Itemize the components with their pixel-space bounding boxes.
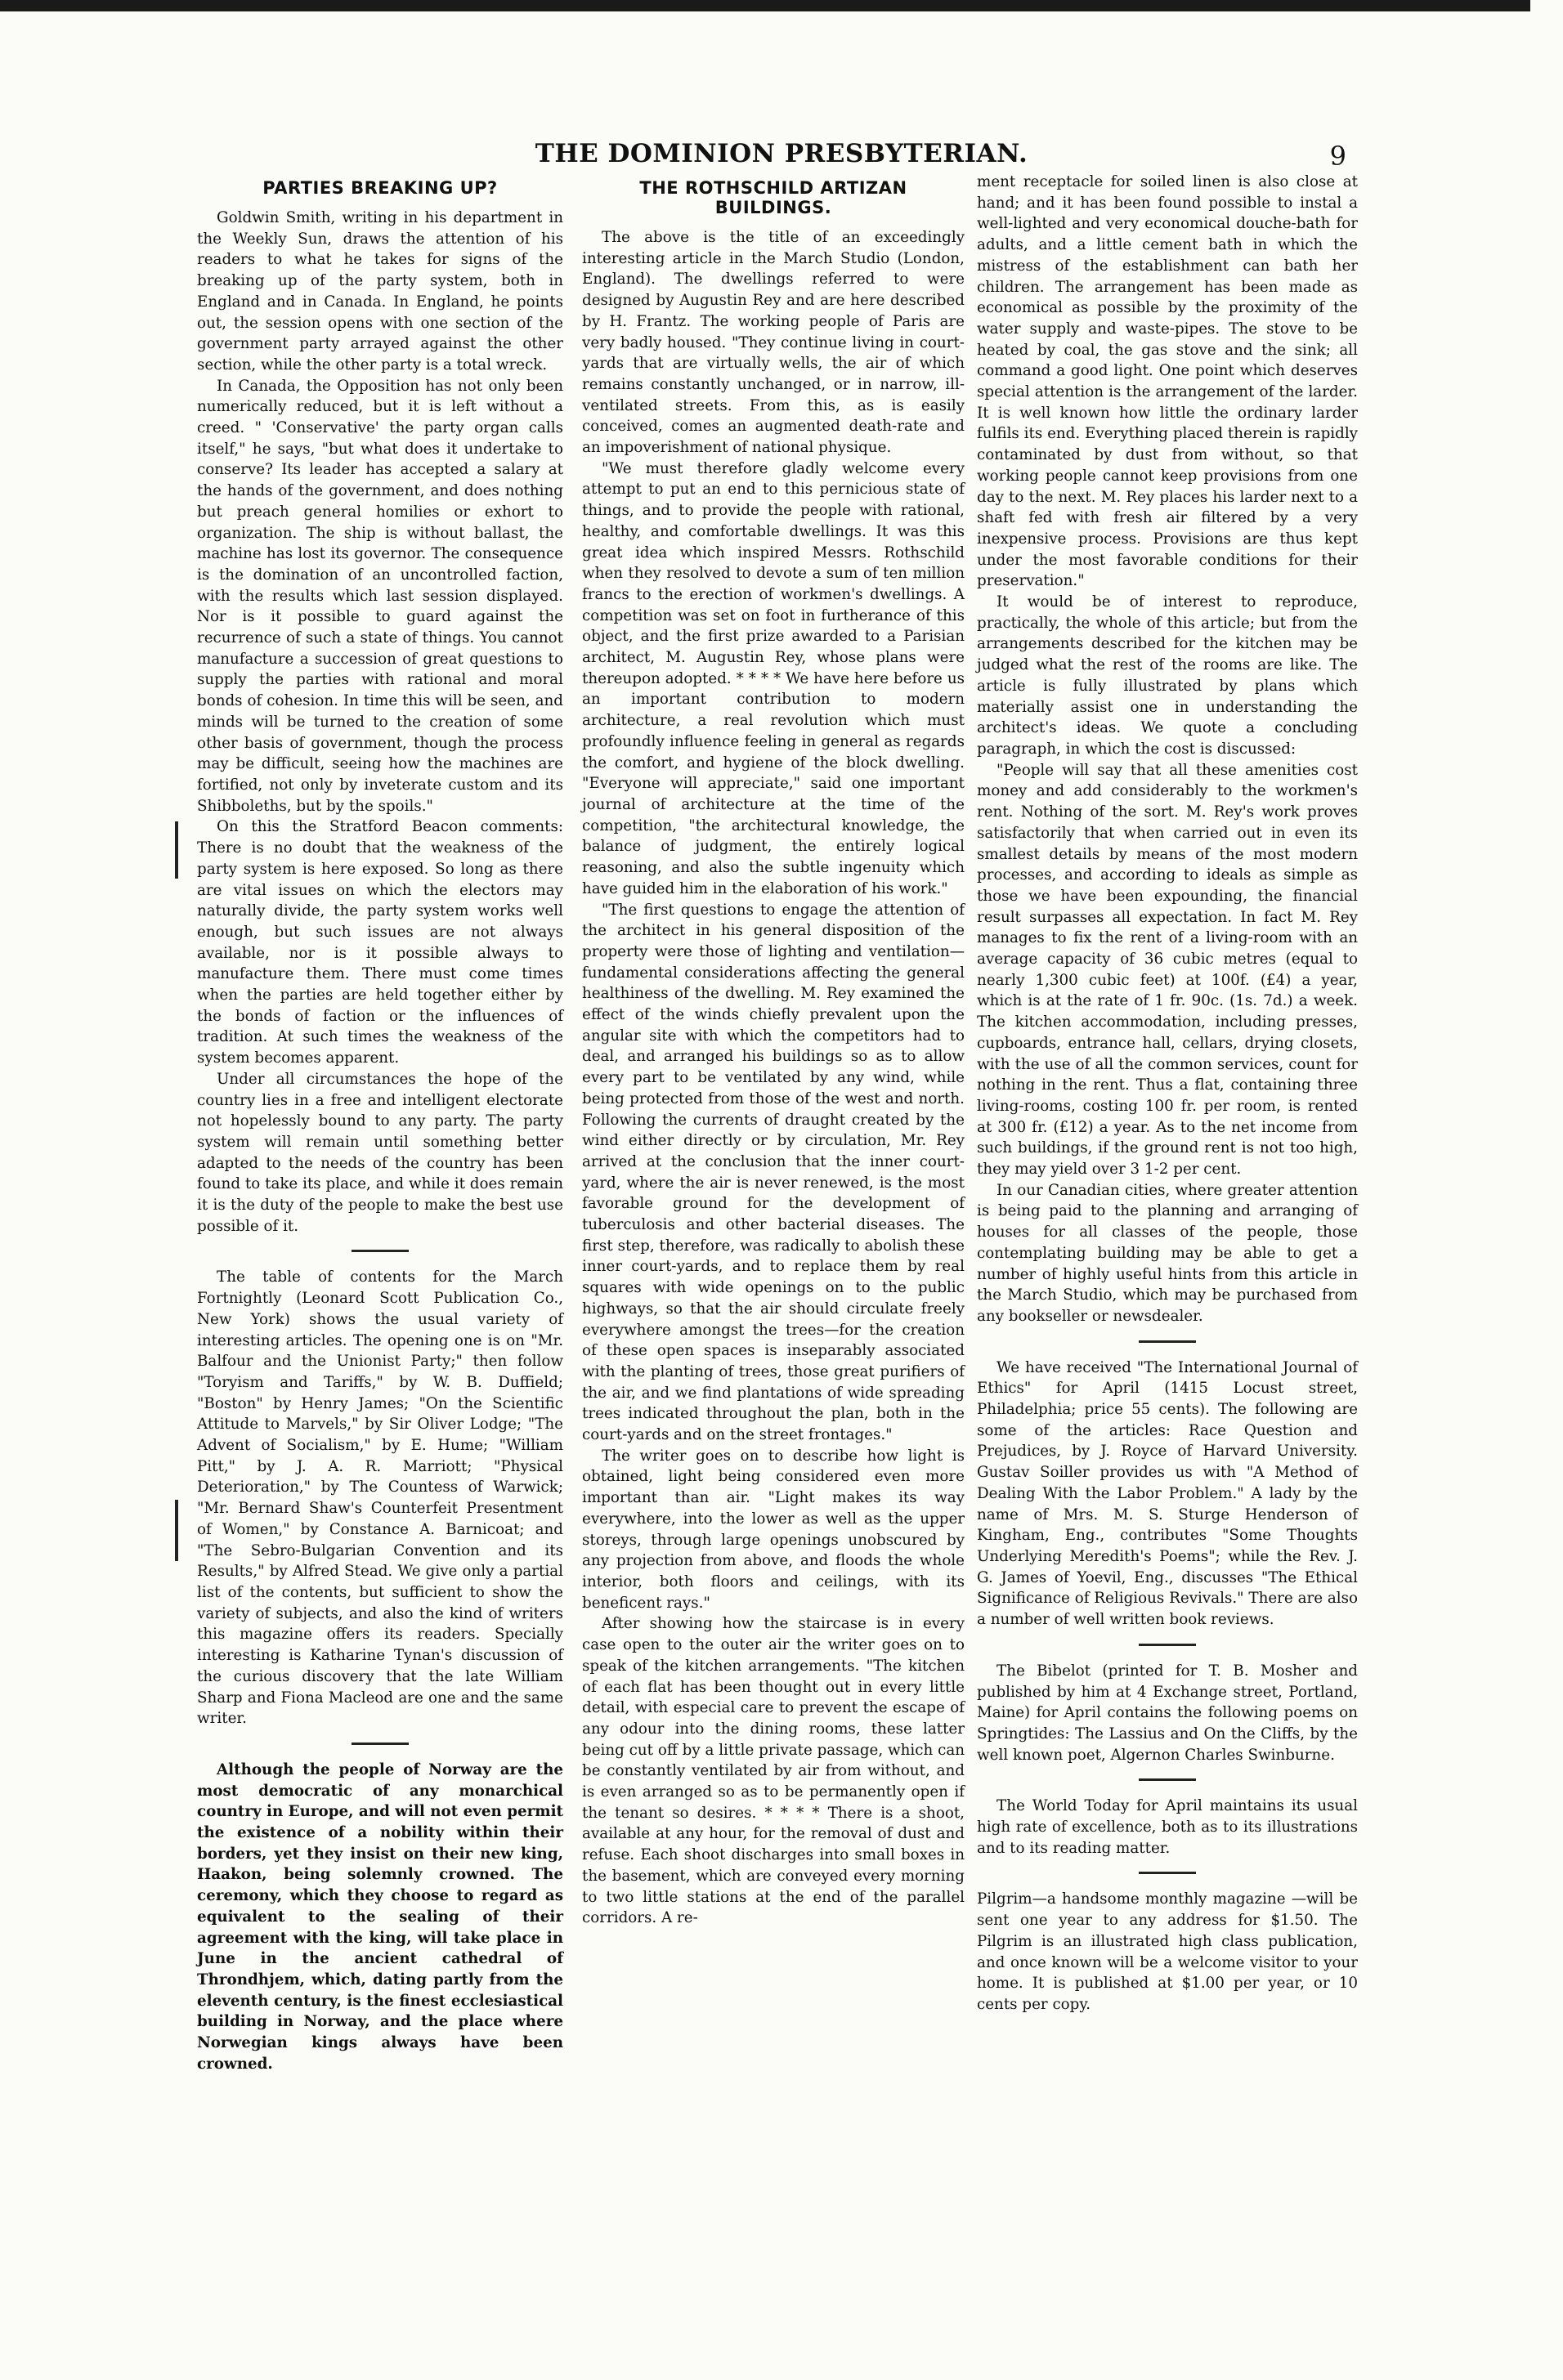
paragraph: After showing how the staircase is in every case open to the outer air the writer goes on to speak of the kitchen arrangements. "The kitchen of each flat has been thought out in every little detail, with especial care to prevent the escape of any odour into the dining rooms, these latter being cut off by a little private passage, which can be constantly ventilated by air from without, and is even arranged so as to be permanently open if the tenant so desires. * * * * There is a shoot, available at any hour, for the removal of dust and refuse. Each shoot discharges into small boxes in the basement, which are conveyed every morning to two little stations at the end of the parallel corridors. A re- (582, 1615, 965, 1927)
paragraph: "The first questions to engage the attention of the architect in his general disposition of the property were those of lighting and ventilation—fundamental considerations affecting the general healthiness of the dwelling. M. Rey examined the effect of the winds chiefly prevalent upon the angular site with which the competitors had to deal, and arranged his buildings so as to allow every part to be ventilated by any wind, while being protected from those of the west and north. Following the currents of draught created by the wind either directly or by circulation, Mr. Rey arrived at the conclusion that the inner court-yard, where the air is never renewed, is the most favorable ground for the development of tuberculosis and other bacterial diseases. The first step, therefore, was radically to abolish these inner court-yards, and to replace them by real squares with wide openings on to the public highways, so that the air should circulate freely everywhere amongst the trees—for the creation of these open spaces is inseparably associated with the planting of trees, those great purifiers of the air, and we find plantations of wide spreading trees indicated throughout the plan, both in the court-yards and on the street frontages." (582, 901, 965, 1444)
column-1 (197, 172, 563, 2074)
section-divider (352, 1742, 409, 1745)
section-divider (1139, 1778, 1196, 1781)
margin-marker (175, 821, 178, 879)
paragraph: On this the Stratford Beacon comments: There is no doubt that the weakness of the party system is here exposed. So long as there are vital issues on which the electors may naturally divide, the party system works well enough, but such issues are not always available, nor is it possible always to manufacture them. There must come times when the parties are held together either by the bonds of faction or the influences of tradition. At such times the weakness of the system becomes apparent. (197, 818, 563, 1067)
paragraph: ment receptacle for soiled linen is also close at hand; and it has been found possible to instal a well-lighted and very economical douche-bath for adults, and a little cement bath in which the mistress of the establishment can bath her children. The arrangement has been made as economical as possible by the proximity of the water supply and waste-pipes. The stove to be heated by coal, the gas stove and the sink; all command a good light. One point which deserves special attention is the arrangement of the larder. It is well known how little the ordinary larder fulfils its end. Everything placed therein is rapidly contaminated by dust from without, so that working people cannot keep provisions from one day to the next. M. Rey places his larder next to a shaft fed with fresh air filtered by a very inexpensive process. Provisions are thus kept under the most favorable conditions for their preservation." (977, 173, 1358, 590)
paragraph: The above is the title of an exceedingly interesting article in the March Studio (London, England). The dwellings referred to were designed by Augustin Rey and are here described by H. Frantz. The working people of Paris are very badly housed. "They continue living in court-yards that are virtually wells, the air of which remains constantly unchanged, or in narrow, ill-ventilated streets. From this, as is easily conceived, comes an augmented death-rate and an impoverishment of national physique. (582, 229, 965, 457)
paragraph: Pilgrim—a handsome monthly magazine —will be sent one year to any address for $1.50. The Pilgrim is an illustrated high class publication, and once known will be a welcome visitor to your home. It is published at $1.00 per year, or 10 cents per copy. (977, 1890, 1358, 2013)
paragraph: It would be of interest to reproduce, practically, the whole of this article; but from the arrangements described for the kitchen may be judged what the rest of the rooms are like. The article is fully illustrated by plans which materially assist one in understanding the architect's ideas. We quote a concluding paragraph, in which the cost is discussed: (977, 593, 1358, 758)
paragraph: Although the people of Norway are the most democratic of any monarchical country in Europe, and will not even permit the existence of a nobility within their borders, yet they insist on their new king, Haakon, being solemnly crowned. The ceremony, which they choose to regard as equivalent to the sealing of their agreement with the king, will take place in June in the ancient cathedral of Throndhjem, which, dating partly from the eleventh century, is the finest ecclesiastical building in Norway, and the place where Norwegian kings always have been crowned. (197, 1760, 563, 2073)
paragraph: Goldwin Smith, writing in his department in the Weekly Sun, draws the attention of his readers to what he takes for signs of the breaking up of the party system, both in England and in Canada. In England, he points out, the session opens with one section of the government party arrayed against the other section, while the other party is a total wreck. (197, 209, 563, 374)
column-3 (977, 172, 1358, 2015)
section-divider (352, 1250, 409, 1252)
top-border-rule (0, 0, 1563, 11)
section-divider (1139, 1872, 1196, 1874)
paragraph: "We must therefore gladly welcome every attempt to put an end to this pernicious state of things, and to provide the people with rational, healthy, and comfortable dwellings. It was this great idea which inspired Messrs. Rothschild when they resolved to devote a sum of ten million francs to the erection of workmen's dwellings. A competition was set on foot in furtherance of this object, and the first prize awarded to a Parisian architect, M. Augustin Rey, whose plans were thereupon adopted. * * * * We have here before us an important contribution to modern architecture, a real revolution which must profoundly influence feeling in general as regards the comfort, and hygiene of the block dwelling. "Everyone will appreciate," said one important journal of architecture at the time of the competition, "the architectural knowledge, the balance of judgment, the entirely logical reasoning, and also the subtle ingenuity which have guided him in the elaboration of his work." (582, 459, 965, 897)
paragraph: The World Today for April maintains its usual high rate of excellence, both as to its illustrations and to its reading matter. (977, 1797, 1358, 1857)
article-headline: THE ROTHSCHILD ARTIZAN BUILDINGS. (639, 178, 907, 217)
page-number: 9 (1329, 141, 1346, 172)
paragraph: The writer goes on to describe how light is obtained, light being considered even more important than air. "Light makes its way everywhere, into the lower as well as the upper storeys, through large openings unobscured by any projection from above, and floods the whole interior, both floors and ceilings, with its beneficent rays." (582, 1447, 965, 1612)
paragraph: We have received "The International Journal of Ethics" for April (1415 Locust street, Philadelphia; price 55 cents). The following are some of the articles: Race Question and Prejudices, by J. Royce of Harvard University. Gustav Soiller provides us with "A Method of Dealing With the Labor Problem." A lady by the name of Mrs. M. S. Sturge Henderson of Kingham, Eng., contributes "Some Thoughts Underlying Meredith's Poems"; while the Rev. J. G. James of Yoevil, Eng., discusses "The Ethical Significance of Religious Revivals." There are also a number of well written book reviews. (977, 1358, 1358, 1629)
article-headline: PARTIES BREAKING UP? (262, 178, 498, 198)
paragraph: In Canada, the Opposition has not only been numerically reduced, but it is left without a creed. " 'Conservative' the party organ calls itself," he says, "but what does it undertake to conserve? Its leader has accepted a salary at the hands of the government, and does nothing but preach general homilies or exhort to organization. The ship is without ballast, the machine has lost its governor. The consequence is the domination of an uncontrolled faction, with the results which last session displayed. Nor is it possible to guard against the recurrence of such a state of things. You cannot manufacture a succession of great questions to supply the parties with rational and moral bonds of cohesion. In time this will be seen, and minds will be turned to the creation of some other basis of government, though the process may be difficult, seeing how the machines are fortified, not only by inveterate custom and its Shibboleths, but by the spoils." (197, 377, 563, 815)
section-divider (1139, 1644, 1196, 1646)
masthead-title: THE DOMINION PRESBYTERIAN. (535, 139, 1028, 168)
paragraph: In our Canadian cities, where greater attention is being paid to the planning and arranging of houses for all classes of the people, those contemplating building may be able to get a number of highly useful hints from this article in the March Studio, which may be purchased from any bookseller or newsdealer. (977, 1181, 1358, 1325)
paragraph: Under all circumstances the hope of the country lies in a free and intelligent electorate not hopelessly bound to any party. The party system will remain until something better adapted to the needs of the country has been found to take its place, and while it does remain it is the duty of the people to make the best use possible of it. (197, 1070, 563, 1235)
margin-marker (175, 1500, 178, 1561)
section-divider (1139, 1340, 1196, 1343)
paragraph: "People will say that all these amenities cost money and add considerably to the workmen's rent. Nothing of the sort. M. Rey's work proves satisfactorily that when carried out in even its smallest details by means of the most modern processes, and according to ideals as simple as those we have been expounding, the financial result surpasses all expectation. In fact M. Rey manages to fix the rent of a living-room with an average capacity of 36 cubic metres (equal to nearly 1,300 cubic feet) at 100f. (£4) a year, which is at the rate of 1 fr. 90c. (1s. 7d.) a week. The kitchen accommodation, including presses, cupboards, entrance hall, cellars, drying closets, with the use of all the common services, count for nothing in the rent. Thus a flat, containing three living-rooms, costing 100 fr. per room, is rented at 300 fr. (£12) a year. As to the net income from such buildings, if the ground rent is not too high, they may yield over 3 1-2 per cent. (977, 761, 1358, 1179)
paragraph: The Bibelot (printed for T. B. Mosher and published by him at 4 Exchange street, Portland, Maine) for April contains the following poems on Springtides: The Lassius and On the Cliffs, by the well known poet, Algernon Charles Swinburne. (977, 1662, 1358, 1764)
column-2 (582, 172, 965, 1929)
page-header (0, 139, 1563, 172)
paragraph: The table of contents for the March Fortnightly (Leonard Scott Publication Co., New York) shows the usual variety of interesting articles. The opening one is on "Mr. Balfour and the Unionist Party;" then follow "Toryism and Tariffs," by W. B. Duffield; "Boston" by Henry James; "On the Scientific Attitude to Marvels," by Sir Oliver Lodge; "The Advent of Socialism," by E. Hume; "William Pitt," by J. A. R. Marriott; "Physical Deterioration," by The Countess of Warwick; "Mr. Bernard Shaw's Counterfeit Presentment of Women," by Constance A. Barnicoat; and "The Sebro-Bulgarian Convention and its Results," by Alfred Stead. We give only a partial list of the contents, but sufficient to show the variety of subjects, and also the kind of writers this magazine offers its readers. Specially interesting is Katharine Tynan's discussion of the curious discovery that the late William Sharp and Fiona Macleod are one and the same writer. (197, 1268, 563, 1728)
